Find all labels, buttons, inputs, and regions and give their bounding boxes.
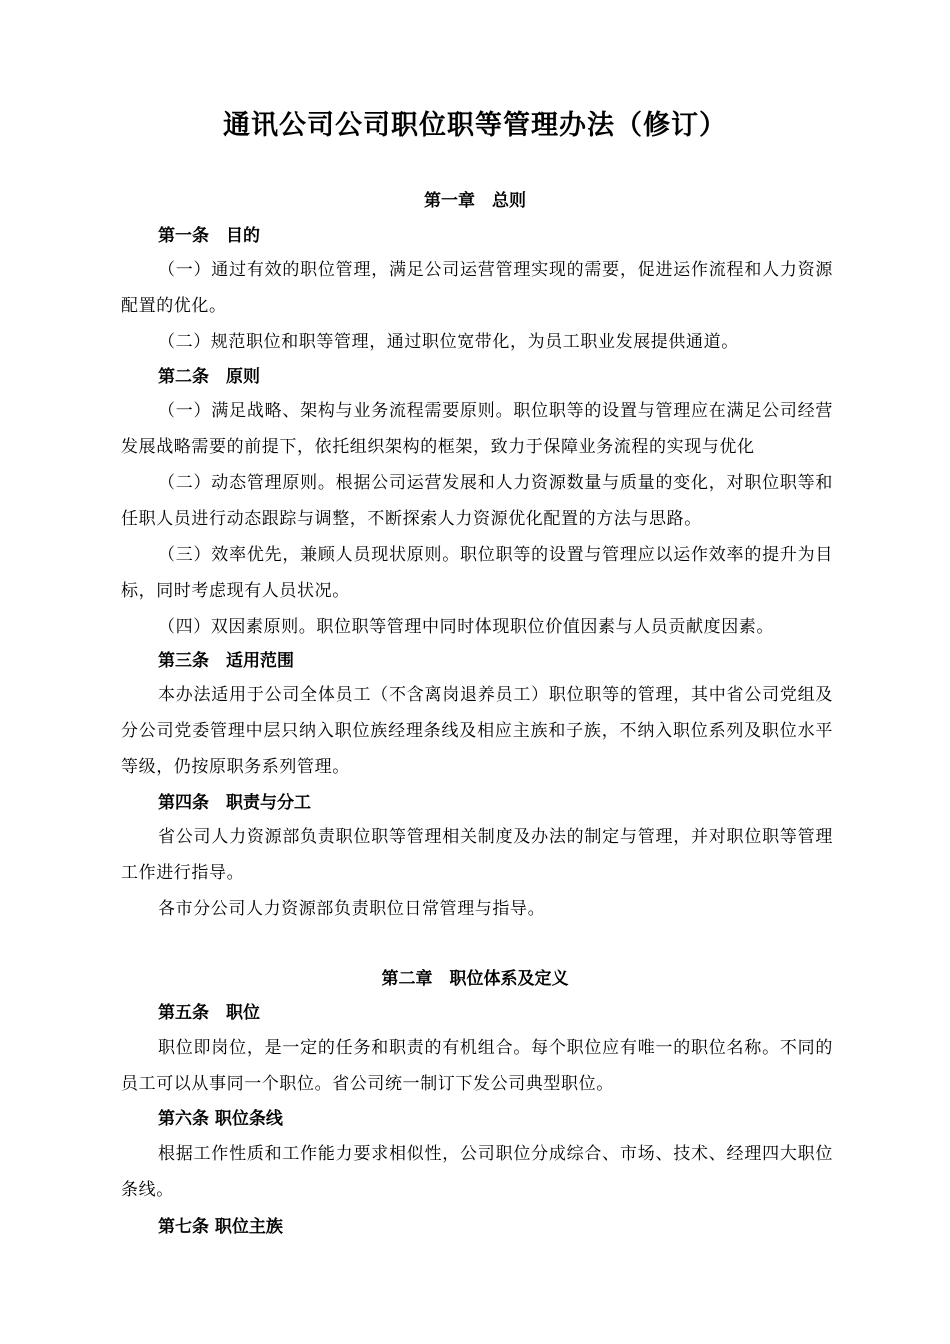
article-3-para-1: 本办法适用于公司全体员工（不含离岗退养员工）职位职等的管理，其中省公司党组及分公司党委管理中层只纳入职位族经理条线及相应主族和子族，不纳入职位系列及职位水平等级，仍按原职务系列管理。 bbox=[121, 685, 833, 778]
article-1-para-2: （二）规范职位和职等管理，通过职位宽带化，为员工职业发展提供通道。 bbox=[158, 332, 739, 352]
article-2-para-1: （一）满足战略、架构与业务流程需要原则。职位职等的设置与管理应在满足公司经营发展战略需要的前提下，依托组织架构的框架，致力于保障业务流程的实现与优化 bbox=[121, 401, 833, 458]
article-1-para-1: （一）通过有效的职位管理，满足公司运营管理实现的需要，促进运作流程和人力资源配置的优化。 bbox=[121, 260, 833, 317]
article-4-para-1: 省公司人力资源部负责职位职等管理相关制度及办法的制定与管理，并对职位职等管理工作进行指导。 bbox=[121, 827, 833, 884]
document-title: 通讯公司公司职位职等管理办法（修订） bbox=[223, 110, 727, 141]
article-2-para-2: （二）动态管理原则。根据公司运营发展和人力资源数量与质量的变化，对职位职等和任职人员进行动态跟踪与调整，不断探索人力资源优化配置的方法与思路。 bbox=[121, 473, 833, 530]
chapter-1-heading: 第一章 总则 bbox=[424, 191, 526, 211]
article-6-para-1: 根据工作性质和工作能力要求相似性，公司职位分成综合、市场、技术、经理四大职位条线。 bbox=[121, 1144, 833, 1201]
article-4-heading: 第四条 职责与分工 bbox=[158, 793, 311, 813]
article-7-heading: 第七条 职位主族 bbox=[158, 1217, 283, 1237]
article-2-heading: 第二条 原则 bbox=[158, 367, 260, 387]
article-2-para-4: （四）双因素原则。职位职等管理中同时体现职位价值因素与人员贡献度因素。 bbox=[158, 617, 774, 637]
article-5-para-1: 职位即岗位，是一定的任务和职责的有机组合。每个职位应有唯一的职位名称。不同的员工可以从事同一个职位。省公司统一制订下发公司典型职位。 bbox=[121, 1038, 833, 1095]
article-4-para-2: 各市分公司人力资源部负责职位日常管理与指导。 bbox=[158, 899, 546, 919]
chapter-2-heading: 第二章 职位体系及定义 bbox=[381, 969, 569, 989]
article-1-heading: 第一条 目的 bbox=[158, 226, 260, 246]
article-6-heading: 第六条 职位条线 bbox=[158, 1109, 283, 1129]
article-3-heading: 第三条 适用范围 bbox=[158, 651, 294, 671]
article-5-heading: 第五条 职位 bbox=[158, 1003, 260, 1023]
article-2-para-3: （三）效率优先，兼顾人员现状原则。职位职等的设置与管理应以运作效率的提升为目标，同时考虑现有人员状况。 bbox=[121, 545, 833, 602]
